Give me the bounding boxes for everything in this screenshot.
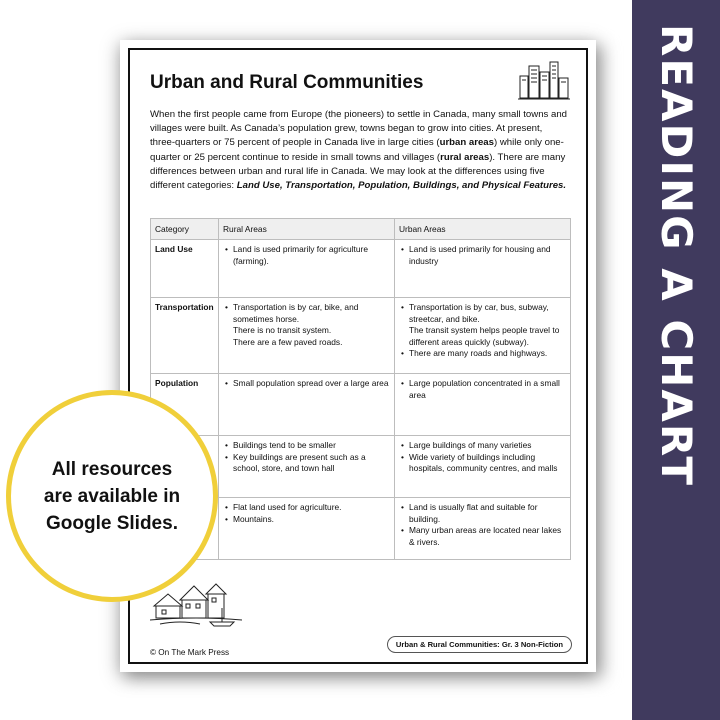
urban-cell xyxy=(395,374,571,436)
urban-areas-term: urban areas xyxy=(439,137,494,149)
urban-line xyxy=(399,525,566,548)
callout-text: All resources are available in Google Slides. xyxy=(43,458,181,534)
urban-line xyxy=(399,325,566,348)
urban-text: Land is used primarily for housing and industry xyxy=(409,244,551,266)
rural-text: There is no transit system. xyxy=(233,325,332,335)
header-urban: Urban Areas xyxy=(395,219,571,240)
bullet: • xyxy=(401,302,404,312)
bullet: • xyxy=(225,440,228,450)
bullet: • xyxy=(401,244,404,254)
rural-text: Mountains. xyxy=(233,513,274,524)
urban-text: The transit system helps people travel to different areas quickly (subway). xyxy=(409,325,560,347)
rural-text: Transportation is by car, bike, and sometimes horse. xyxy=(233,302,359,324)
rural-line xyxy=(223,325,390,337)
rural-line xyxy=(223,337,390,349)
row-category: Population xyxy=(151,374,219,436)
bullet: • xyxy=(225,502,228,512)
table-row xyxy=(151,298,571,374)
urban-text: Land is usually flat and suitable for building. xyxy=(409,502,538,524)
urban-line xyxy=(399,440,566,452)
worksheet-page xyxy=(120,40,596,672)
intro-paragraph: When the first people came from Europe (the pioneers) to settle in Canada, many small towns and villages were built. As Canada’s population grew, towns began to grow into cities. At present, three-quarters or 75 percent of people in Canada live in large cities (urban areas) while only one-quarter or 25 percent continue to reside in small towns and villages (rural areas). There are many differences between urban and rural life in Canada. We may look at the differences using five different categories: Land Use, Transportation, Population, Buildings, and Physical Features. xyxy=(150,109,568,192)
bullet: • xyxy=(401,378,404,388)
urban-line xyxy=(399,244,566,267)
google-slides-callout xyxy=(6,390,218,602)
rural-areas-term: rural areas xyxy=(440,151,490,163)
bullet: • xyxy=(225,244,228,254)
rural-line xyxy=(223,440,390,452)
rural-text: Buildings tend to be smaller xyxy=(233,440,336,450)
urban-line xyxy=(399,502,566,525)
rural-cell xyxy=(219,436,395,498)
urban-line xyxy=(399,378,566,401)
urban-line xyxy=(399,302,566,325)
urban-line xyxy=(399,452,566,475)
rural-text: Key buildings are present such as a school, store, and town hall xyxy=(233,451,366,473)
urban-cell xyxy=(395,436,571,498)
rural-cell xyxy=(219,240,395,298)
urban-line xyxy=(399,348,566,360)
copyright-text: © On The Mark Press xyxy=(150,648,230,657)
rural-line xyxy=(223,514,390,526)
row-category: Land Use xyxy=(151,240,219,298)
rural-cell xyxy=(219,498,395,560)
urban-text: Wide variety of buildings including hospitals, community centres, and malls xyxy=(409,451,558,473)
bullet: • xyxy=(225,378,228,388)
bullet: • xyxy=(225,302,228,312)
table-row xyxy=(151,240,571,298)
banner-title: READING A CHART xyxy=(652,24,701,487)
table-row xyxy=(151,374,571,436)
rural-line xyxy=(223,244,390,267)
urban-cell xyxy=(395,298,571,374)
urban-text: Many urban areas are located near lakes & rivers. xyxy=(409,525,562,547)
city-sketch-icon xyxy=(518,58,570,102)
rural-line xyxy=(223,502,390,514)
categories-list: Land Use, Transportation, Population, Buildings, and Physical Features. xyxy=(236,180,567,192)
urban-text: Transportation is by car, bus, subway, streetcar, and bike. xyxy=(409,302,549,324)
rural-line xyxy=(223,378,390,390)
rural-text: Small population spread over a large area xyxy=(233,378,389,388)
urban-text: There are many roads and highways. xyxy=(409,348,548,358)
page-title: Urban and Rural Communities xyxy=(150,72,424,93)
rural-line xyxy=(223,302,390,325)
bullet: • xyxy=(401,525,404,535)
bullet: • xyxy=(401,451,404,462)
rural-text: Flat land used for agriculture. xyxy=(233,502,342,512)
bullet: • xyxy=(401,502,404,512)
rural-line xyxy=(223,452,390,475)
bullet: • xyxy=(401,440,404,450)
urban-cell xyxy=(395,240,571,298)
rural-text: Land is used primarily for agriculture (farming). xyxy=(233,244,368,266)
row-category: Transportation xyxy=(151,298,219,374)
urban-text: Large buildings of many varieties xyxy=(409,440,532,450)
bullet: • xyxy=(401,348,404,358)
footer-badge: Urban & Rural Communities: Gr. 3 Non-Fiction xyxy=(387,636,572,653)
header-rural: Rural Areas xyxy=(219,219,395,240)
header-category: Category xyxy=(151,219,219,240)
rural-cell xyxy=(219,298,395,374)
rural-cell xyxy=(219,374,395,436)
table-header-row xyxy=(151,219,571,240)
bullet: • xyxy=(225,451,228,462)
bullet: • xyxy=(225,513,228,524)
urban-text: Large population concentrated in a small area xyxy=(409,378,560,400)
urban-cell xyxy=(395,498,571,560)
rural-text: There are a few paved roads. xyxy=(233,336,343,347)
